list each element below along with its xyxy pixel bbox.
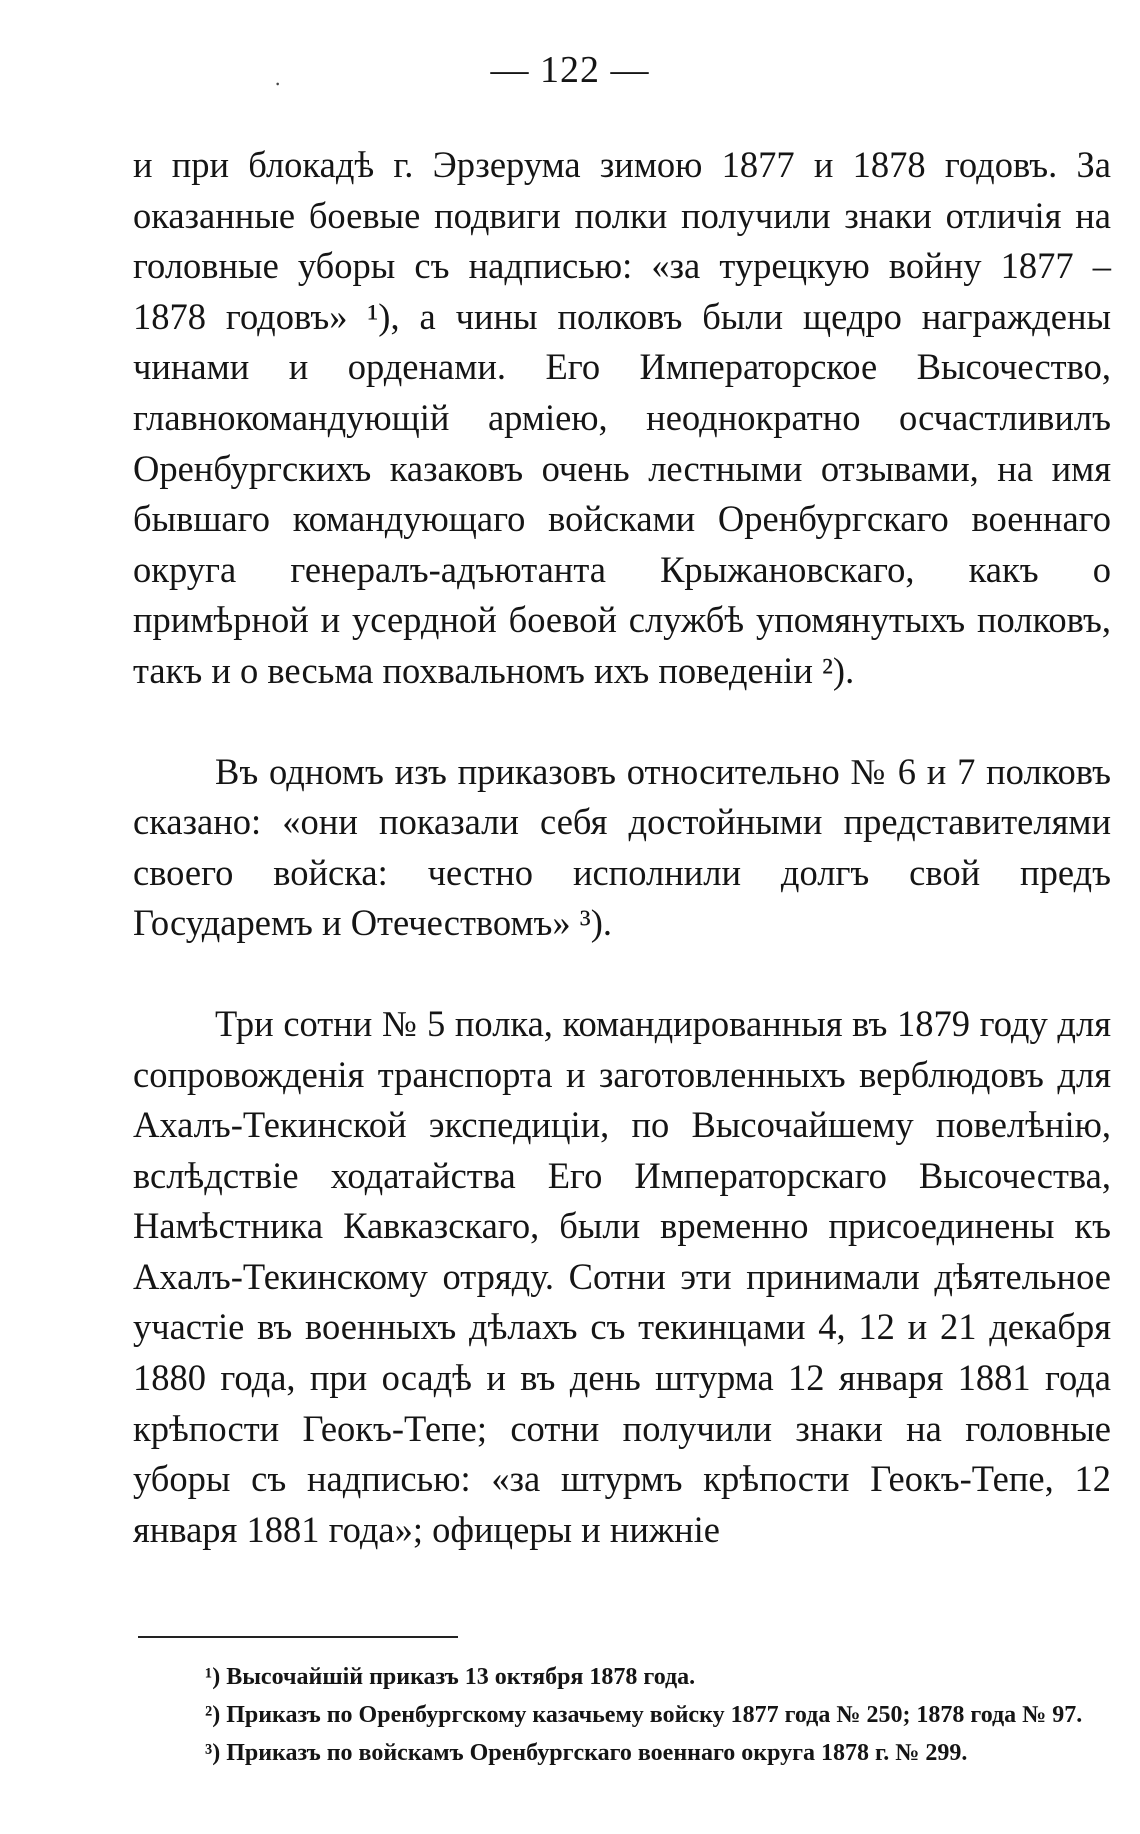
paragraph-three-sotnias: Три сотни № 5 полка, командированныя въ 1879 году для сопровожденія транспорта и заготовленныхъ верблюдовъ для Ахалъ-Текинской экспедиціи, по Высочайшему повелѣнію, вслѣдствіе ходатайства Его Императорскаго Высочества, Намѣстника Кавказскаго, были временно присоединены къ Ахалъ-Текинскому отряду. Сотни эти принимали дѣятельное участіе въ военныхъ дѣлахъ съ текинцами 4, 12 и 21 декабря 1880 года, при осадѣ и въ день штурма 12 января 1881 года крѣпости Геокъ-Тепе; сотни получили знаки на головные уборы съ надписью: «за штурмъ крѣпости Геокъ-Тепе, 12 января 1881 года»; офицеры и нижніе: [133, 1002, 1111, 1550]
footnotes: [133, 1658, 1111, 1772]
footnote-3: ³) Приказъ по войскамъ Оренбургскаго военнаго округа 1878 г. № 299.: [205, 1740, 968, 1766]
paragraph-continued: и при блокадѣ г. Эрзерума зимою 1877 и 1878 годовъ. За оказанные боевые подвиги полки получили знаки отличія на головные уборы съ надписью: «за турецкую войну 1877 – 1878 годовъ» ¹), а чины полковъ были щедро награждены чинами и орденами. Его Императорское Высочество, главнокомандующій арміею, неоднократно осчастливилъ Оренбургскихъ казаковъ очень лестными отзывами, на имя бывшаго командующаго войсками Оренбургскаго военнаго округа генералъ-адъютанта Крыжановскаго, какъ о примѣрной и усердной боевой службѣ упомянутыхъ полковъ, такъ и о весьма похвальномъ ихъ поведеніи ²).: [133, 144, 1111, 691]
page-number: — 122 —: [490, 49, 650, 91]
footnote-divider: [138, 1636, 458, 1638]
main-text: [133, 140, 1111, 1555]
footnote-2: ²) Приказъ по Оренбургскому казачьему войску 1877 года № 250; 1878 года № 97.: [205, 1702, 1083, 1728]
footnote-1: ¹) Высочайшій приказъ 13 октября 1878 года.: [205, 1664, 696, 1690]
paragraph-order-quote: Въ одномъ изъ приказовъ относительно № 6 и 7 полковъ сказано: «они показали себя достойными представителями своего войска: честно исполнили долгъ свой предъ Государемъ и Отечествомъ» ³).: [133, 750, 1111, 944]
scan-speck-mark: ⸱: [275, 74, 281, 96]
